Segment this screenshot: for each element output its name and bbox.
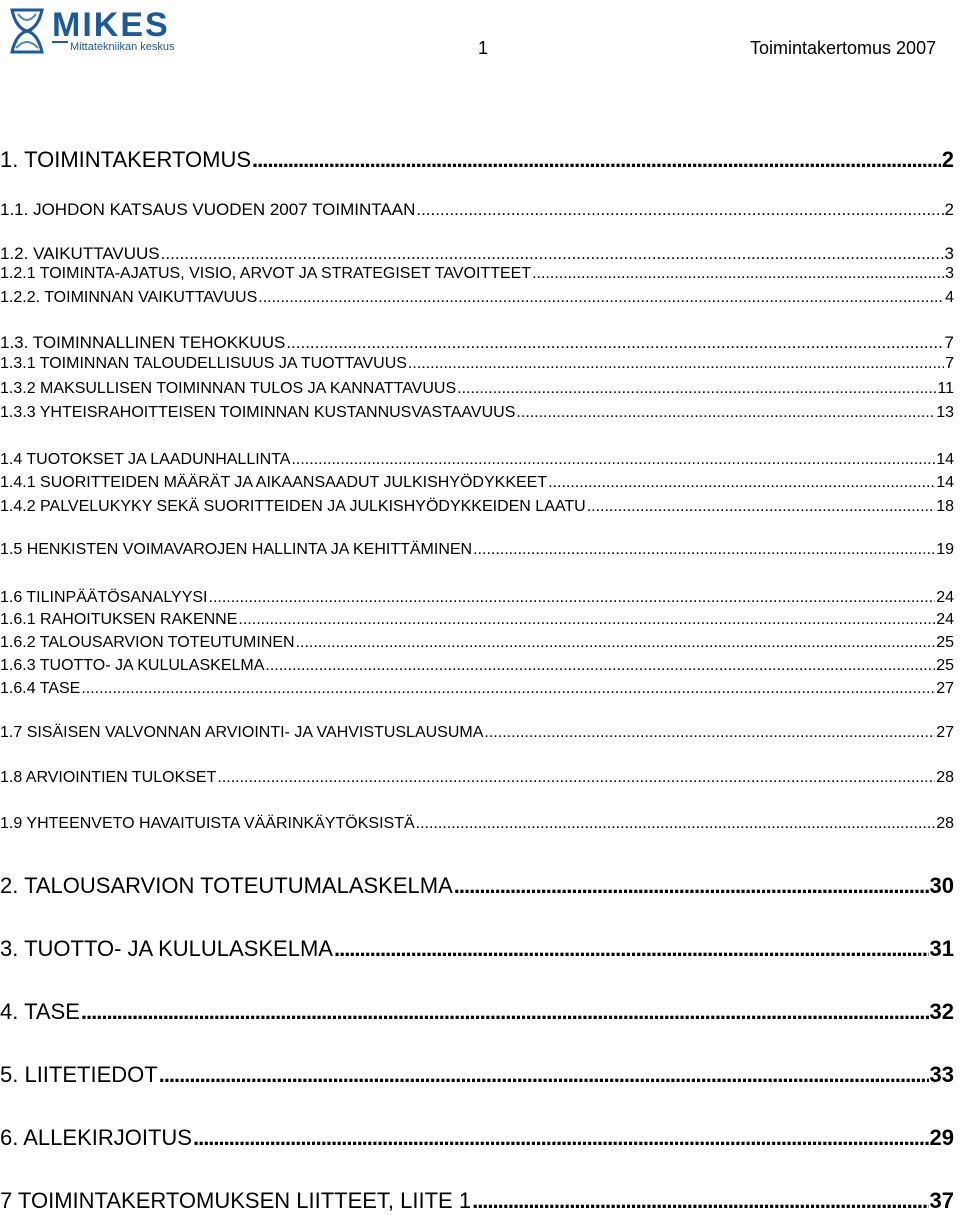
toc-entry-page: 11 [937,380,954,397]
toc-entry-label: 1. TOIMINTAKERTOMUS [0,147,252,172]
toc-entry-page: 14 [936,451,954,468]
toc-entry[interactable] [0,1064,954,1086]
toc-leader-dots [209,590,936,606]
toc-entry-label: 1.6.4 TASE [0,680,81,697]
toc-entry-page: 33 [929,1062,954,1087]
toc-entry-label: 3. TUOTTO- JA KULULASKELMA [0,936,333,961]
toc-entry[interactable] [0,590,954,606]
toc-entry-page: 31 [929,936,954,961]
toc-entry-label: 1.3.3 YHTEISRAHOITTEISEN TOIMINNAN KUSTANNUSVASTAAVUUS [0,404,516,421]
toc-leader-dots [258,290,944,306]
toc-leader-dots [159,1064,929,1086]
toc-leader-dots [457,381,936,397]
toc-entry[interactable] [0,1001,954,1023]
toc-leader-dots [408,356,944,372]
toc-entry-page: 2 [941,147,954,172]
toc-entry-label: 1.6 TILINPÄÄTÖSANALYYSI [0,589,208,606]
toc-entry[interactable] [0,266,954,282]
toc-entry-page: 30 [929,873,954,898]
toc-entry[interactable] [0,334,954,351]
toc-entry-label: 7 TOIMINTAKERTOMUKSEN LIITTEET, LIITE 1 [0,1188,472,1213]
toc-entry[interactable] [0,816,954,832]
toc-entry[interactable] [0,875,954,897]
toc-entry-label: 1.6.2 TALOUSARVION TOTEUTUMINEN [0,634,295,651]
toc-entry[interactable] [0,725,954,741]
toc-leader-dots [532,266,944,282]
toc-entry[interactable] [0,149,954,171]
toc-entry[interactable] [0,681,954,697]
toc-leader-dots [484,725,935,741]
toc-entry[interactable] [0,770,954,786]
toc-entry-page: 13 [936,404,954,421]
toc-entry[interactable] [0,938,954,960]
toc-entry-label: 1.7 SISÄISEN VALVONNAN ARVIOINTI- JA VAHVISTUSLAUSUMA [0,724,484,741]
toc-entry-page: 7 [944,333,954,352]
toc-entry-page: 2 [944,200,954,219]
toc-entry-label: 1.8 ARVIOINTIEN TULOKSET [0,769,217,786]
toc-leader-dots [286,334,943,351]
toc-entry-label: 1.4.2 PALVELUKYKY SEKÄ SUORITTEIDEN JA JULKISHYÖDYKKEIDEN LAATU [0,498,586,515]
toc-entry-page: 27 [936,680,954,697]
toc-entry-label: 1.3.1 TOIMINNAN TALOUDELLISUUS JA TUOTTAVUUS [0,355,407,372]
toc-leader-dots [81,681,935,697]
toc-entry-label: 6. ALLEKIRJOITUS [0,1125,192,1150]
toc-entry[interactable] [0,475,954,491]
toc-entry-label: 1.2.1 TOIMINTA-AJATUS, VISIO, ARVOT JA STRATEGISET TAVOITTEET [0,265,532,282]
svg-text:MIKES: MIKES [52,6,170,44]
toc-entry-page: 32 [929,999,954,1024]
toc-entry-page: 18 [936,498,954,515]
toc-leader-dots [516,405,935,421]
toc-entry-page: 25 [936,657,954,674]
toc-entry[interactable] [0,635,954,651]
toc-entry-page: 37 [929,1188,954,1213]
toc-leader-dots [161,245,944,262]
toc-entry[interactable] [0,290,954,306]
toc-entry[interactable] [0,381,954,397]
toc-entry-page: 27 [936,724,954,741]
toc-entry[interactable] [0,499,954,515]
toc-entry-label: 1.5 HENKISTEN VOIMAVAROJEN HALLINTA JA KEHITTÄMINEN [0,541,473,558]
toc-leader-dots [473,542,935,558]
toc-entry-page: 19 [936,541,954,558]
toc-entry[interactable] [0,245,954,262]
toc-entry[interactable] [0,658,954,674]
toc-entry-page: 4 [945,289,954,306]
toc-entry[interactable] [0,542,954,558]
toc-entry-label: 2. TALOUSARVION TOTEUTUMALASKELMA [0,873,453,898]
toc-entry[interactable] [0,405,954,421]
toc-leader-dots [416,816,936,832]
toc-entry-label: 1.2.2. TOIMINNAN VAIKUTTAVUUS [0,289,258,306]
toc-entry-label: 1.4 TUOTOKSET JA LAADUNHALLINTA [0,451,291,468]
toc-leader-dots [238,612,935,628]
toc-leader-dots [296,635,936,651]
toc-entry[interactable] [0,201,954,218]
toc-entry-page: 14 [936,474,954,491]
toc-entry-page: 25 [936,634,954,651]
svg-text:Mittatekniikan keskus: Mittatekniikan keskus [70,41,175,53]
toc-entry-label: 1.9 YHTEENVETO HAVAITUISTA VÄÄRINKÄYTÖKSISTÄ [0,815,415,832]
toc-leader-dots [587,499,936,515]
toc-entry-page: 29 [929,1125,954,1150]
toc-leader-dots [265,658,935,674]
toc-entry-label: 1.2. VAIKUTTAVUUS [0,244,160,263]
toc-leader-dots [454,875,929,897]
document-title: Toimintakertomus 2007 [750,38,937,58]
toc-entry-page: 7 [945,355,954,372]
toc-leader-dots [334,938,929,960]
toc-entry-label: 5. LIITETIEDOT [0,1062,158,1087]
toc-leader-dots [472,1190,928,1212]
toc-entry-label: 1.1. JOHDON KATSAUS VUODEN 2007 TOIMINTAAN [0,200,416,219]
toc-leader-dots [252,149,941,171]
toc-leader-dots [193,1127,929,1149]
toc-entry-label: 1.3.2 MAKSULLISEN TOIMINNAN TULOS JA KANNATTAVUUS [0,380,457,397]
toc-entry[interactable] [0,612,954,628]
toc-entry[interactable] [0,452,954,468]
toc-leader-dots [291,452,935,468]
toc-entry-page: 28 [936,815,954,832]
toc-entry-page: 28 [936,769,954,786]
toc-leader-dots [217,770,935,786]
toc-leader-dots [416,201,943,218]
toc-leader-dots [548,475,935,491]
toc-leader-dots [81,1001,929,1023]
toc-entry-label: 1.3. TOIMINNALLINEN TEHOKKUUS [0,333,286,352]
toc-entry-page: 24 [936,589,954,606]
toc-entry-label: 1.4.1 SUORITTEIDEN MÄÄRÄT JA AIKAANSAADUT JULKISHYÖDYKKEET [0,474,548,491]
page-number: 1 [478,38,489,58]
toc-entry[interactable] [0,1190,954,1212]
toc-entry-page: 3 [944,244,954,263]
toc-entry-page: 3 [945,265,954,282]
toc-entry[interactable] [0,1127,954,1149]
toc-entry-label: 1.6.3 TUOTTO- JA KULULASKELMA [0,657,265,674]
toc-entry[interactable] [0,356,954,372]
toc-entry-label: 4. TASE [0,999,80,1024]
toc-entry-label: 1.6.1 RAHOITUKSEN RAKENNE [0,611,238,628]
toc-entry-page: 24 [936,611,954,628]
